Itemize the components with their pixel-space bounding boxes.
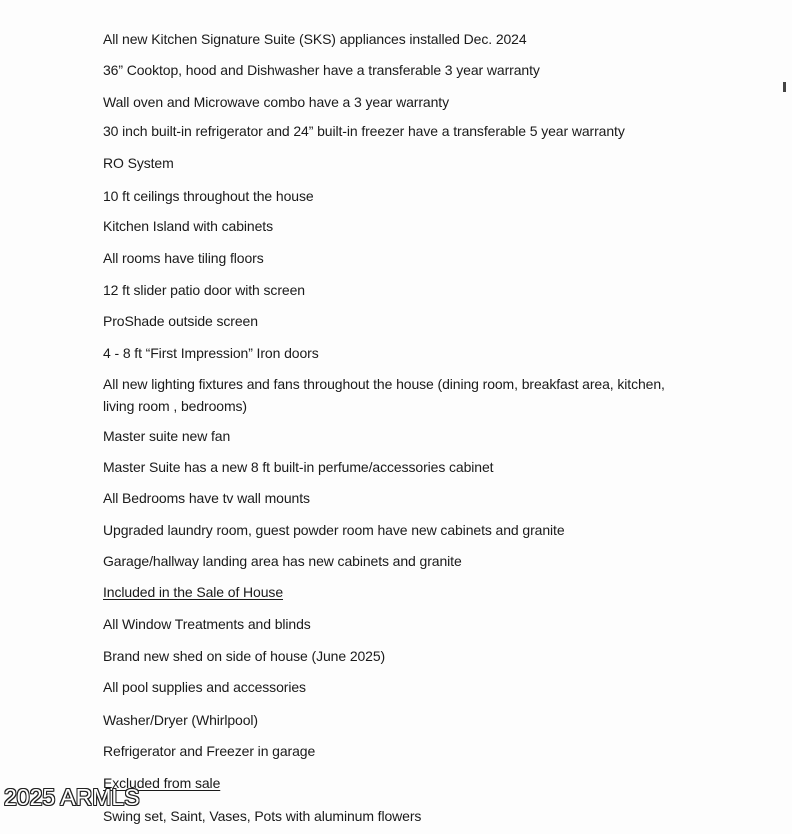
included-item: Brand new shed on side of house (June 2025) bbox=[103, 648, 386, 664]
feature-line: All rooms have tiling floors bbox=[103, 250, 264, 266]
copyright-watermark: 2025 ARMLS bbox=[4, 784, 140, 810]
included-item: Washer/Dryer (Whirlpool) bbox=[103, 712, 258, 728]
included-item: All Window Treatments and blinds bbox=[103, 616, 311, 632]
included-item: All pool supplies and accessories bbox=[103, 679, 306, 695]
feature-line: 36” Cooktop, hood and Dishwasher have a transferable 3 year warranty bbox=[103, 62, 540, 78]
feature-line: Master suite new fan bbox=[103, 428, 231, 444]
feature-line: RO System bbox=[103, 155, 174, 171]
included-heading: Included in the Sale of House bbox=[103, 584, 284, 600]
feature-line: Wall oven and Microwave combo have a 3 year warranty bbox=[103, 94, 449, 110]
excluded-heading: Excluded from sale bbox=[103, 775, 221, 791]
feature-line: All Bedrooms have tv wall mounts bbox=[103, 490, 310, 506]
feature-line: Upgraded laundry room, guest powder room have new cabinets and granite bbox=[103, 522, 565, 538]
feature-line: Garage/hallway landing area has new cabinets and granite bbox=[103, 553, 462, 569]
feature-line: 12 ft slider patio door with screen bbox=[103, 282, 305, 298]
feature-line: All new lighting fixtures and fans throughout the house (dining room, breakfast area, kitchen, bbox=[103, 376, 665, 392]
feature-line: All new Kitchen Signature Suite (SKS) appliances installed Dec. 2024 bbox=[103, 31, 527, 47]
feature-line: 30 inch built-in refrigerator and 24” built-in freezer have a transferable 5 year warranty bbox=[103, 123, 625, 139]
scan-edge-mark bbox=[783, 82, 786, 92]
feature-line: ProShade outside screen bbox=[103, 313, 258, 329]
excluded-item: Swing set, Saint, Vases, Pots with aluminum flowers bbox=[103, 808, 422, 824]
feature-line: 10 ft ceilings throughout the house bbox=[103, 188, 314, 204]
feature-line: Kitchen Island with cabinets bbox=[103, 218, 273, 234]
feature-line-continued: living room , bedrooms) bbox=[103, 398, 247, 414]
feature-line: Master Suite has a new 8 ft built-in perfume/accessories cabinet bbox=[103, 459, 494, 475]
included-item: Refrigerator and Freezer in garage bbox=[103, 743, 316, 759]
feature-line: 4 - 8 ft “First Impression” Iron doors bbox=[103, 345, 319, 361]
